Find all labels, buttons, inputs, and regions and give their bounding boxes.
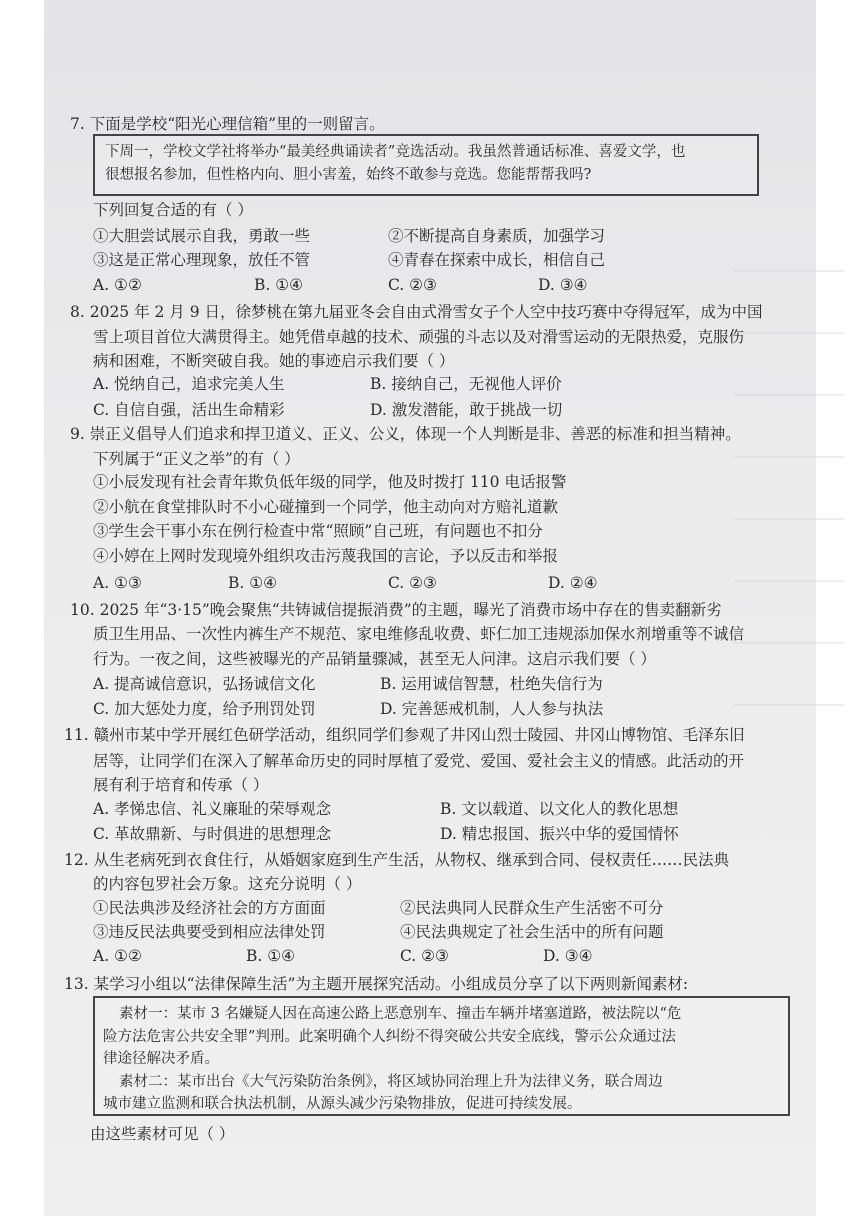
q13-stem: 13. 某学习小组以“法律保障生活”为主题开展探究活动。小组成员分享了以下两则新闻素材: (64, 975, 689, 993)
q9-option-c: C. ②③ (388, 574, 437, 592)
q7-statement-2: ②不断提高自身素质，加强学习 (388, 227, 606, 245)
q9-line-2: 下列属于“正义之举”的有（ ） (93, 450, 300, 468)
q12-option-c: C. ②③ (400, 947, 449, 965)
q8-option-c: C. 自信自强，活出生命精彩 (93, 401, 285, 419)
q12-statement-3: ③违反民法典要受到相应法律处罚 (93, 923, 326, 941)
q9-option-a: A. ①③ (93, 574, 142, 592)
q7-option-b: B. ①④ (254, 276, 304, 294)
q8-line-3: 病和困难，不断突破自我。她的事迹启示我们要（ ） (93, 352, 455, 370)
q12-option-d: D. ③④ (543, 947, 593, 965)
q11-line-2: 居等，让同学们在深入了解革命历史的同时厚植了爱党、爱国、爱社会主义的情感。此活动的开 (93, 752, 745, 770)
q11-option-c: C. 革故鼎新、与时俱进的思想理念 (93, 825, 332, 843)
q9-statement-4: ④小婷在上网时发现境外组织攻击污蔑我国的言论，予以反击和举报 (93, 547, 559, 565)
q7-stem: 7. 下面是学校“阳光心理信箱”里的一则留言。 (70, 115, 385, 133)
q13-box-line-1: 素材一：某市 3 名嫌疑人因在高速公路上恶意别车、撞击车辆并堵塞道路，被法院以“危 (119, 1006, 682, 1022)
q11-option-b: B. 文以载道、以文化人的教化思想 (440, 800, 679, 818)
q11-line-3: 展有利于培育和传承（ ） (93, 776, 269, 794)
q11-line-1: 11. 赣州市某中学开展红色研学活动，组织同学们参观了井冈山烈士陵园、井冈山博物馆、毛泽东旧 (64, 726, 745, 744)
q8-option-d: D. 激发潜能，敢于挑战一切 (370, 401, 563, 419)
q10-option-b: B. 运用诚信智慧，杜绝失信行为 (380, 675, 603, 693)
q7-box-line-2: 很想报名参加，但性格内向、胆小害羞，始终不敢参与竞选。您能帮帮我吗? (105, 167, 592, 183)
q7-option-d: D. ③④ (538, 276, 588, 294)
q9-line-1: 9. 崇正义倡导人们追求和捍卫道义、正义、公义，体现一个人判断是非、善恶的标准和担当精神。 (70, 425, 741, 443)
q9-statement-1: ①小辰发现有社会青年欺负低年级的同学，他及时拨打 110 电话报警 (93, 473, 567, 491)
q12-statement-1: ①民法典涉及经济社会的方方面面 (93, 899, 326, 917)
q10-line-2: 质卫生用品、一次性内裤生产不规范、家电维修乱收费、虾仁加工违规添加保水剂增重等不诚信 (93, 625, 745, 643)
q13-box-line-3: 律途径解决矛盾。 (103, 1051, 219, 1067)
q8-option-b: B. 接纳自己，无视他人评价 (370, 375, 562, 393)
q7-box-line-1: 下周一，学校文学社将举办“最美经典诵读者”竞选活动。我虽然普通话标准、喜爱文学，也 (105, 144, 686, 160)
q12-option-b: B. ①④ (246, 947, 296, 965)
q8-option-a: A. 悦纳自己，追求完美人生 (93, 375, 285, 393)
q10-line-3: 行为。一夜之间，这些被曝光的产品销量骤减，甚至无人问津。这启示我们要（ ） (93, 650, 656, 668)
q13-box-line-5: 城市建立监测和联合执法机制，从源头减少污染物排放，促进可持续发展。 (103, 1096, 582, 1112)
q12-line-1: 12. 从生老病死到衣食住行，从婚姻家庭到生产生活，从物权、继承到合同、侵权责任……民法典 (64, 851, 730, 869)
q8-line-2: 雪上项目首位大满贯得主。她凭借卓越的技术、顽强的斗志以及对滑雪运动的无限热爱，克服伤 (93, 328, 745, 346)
q10-option-d: D. 完善惩戒机制，人人参与执法 (380, 700, 604, 718)
q11-option-d: D. 精忠报国、振兴中华的爱国情怀 (440, 825, 679, 843)
q13-prompt: 由这些素材可见（ ） (90, 1125, 235, 1143)
q12-statement-4: ④民法典规定了社会生活中的所有问题 (400, 923, 664, 941)
q13-material-box (93, 996, 790, 1116)
q7-option-c: C. ②③ (388, 276, 437, 294)
q7-option-a: A. ①② (93, 276, 142, 294)
q7-statement-3: ③这是正常心理现象，放任不管 (93, 251, 311, 269)
q7-statement-4: ④青春在探索中成长，相信自己 (388, 251, 606, 269)
q9-statement-3: ③学生会干事小东在例行检查中常“照顾”自己班，有问题也不扣分 (93, 522, 543, 540)
q11-option-a: A. 孝悌忠信、礼义廉耻的荣辱观念 (93, 800, 332, 818)
q13-box-line-2: 险方法危害公共安全罪”判刑。此案明确个人纠纷不得突破公共安全底线，警示公众通过法 (103, 1028, 676, 1045)
q12-statement-2: ②民法典同人民群众生产生活密不可分 (400, 899, 664, 917)
q10-option-a: A. 提高诚信意识，弘扬诚信文化 (93, 675, 316, 693)
q12-option-a: A. ①② (93, 947, 142, 965)
q10-option-c: C. 加大惩处力度，给予刑罚处罚 (93, 700, 316, 718)
q10-line-1: 10. 2025 年“3·15”晚会聚焦“共铸诚信提振消费”的主题，曝光了消费市场中存在的售卖翻新劣 (70, 601, 722, 619)
q13-box-line-4: 素材二：某市出台《大气污染防治条例》，将区域协同治理上升为法律义务，联合周边 (119, 1073, 663, 1090)
q7-message-box (93, 134, 759, 196)
q8-line-1: 8. 2025 年 2 月 9 日，徐梦桃在第九届亚冬会自由式滑雪女子个人空中技巧赛中夺得冠军，成为中国 (70, 303, 763, 321)
q9-statement-2: ②小航在食堂排队时不小心碰撞到一个同学，他主动向对方赔礼道歉 (93, 498, 559, 516)
q9-option-d: D. ②④ (548, 574, 598, 592)
q7-statement-1: ①大胆尝试展示自我，勇敢一些 (93, 227, 311, 245)
q9-option-b: B. ①④ (228, 574, 278, 592)
q7-prompt: 下列回复合适的有（ ） (93, 201, 253, 219)
q12-line-2: 的内容包罗社会万象。这充分说明（ ） (93, 875, 362, 893)
